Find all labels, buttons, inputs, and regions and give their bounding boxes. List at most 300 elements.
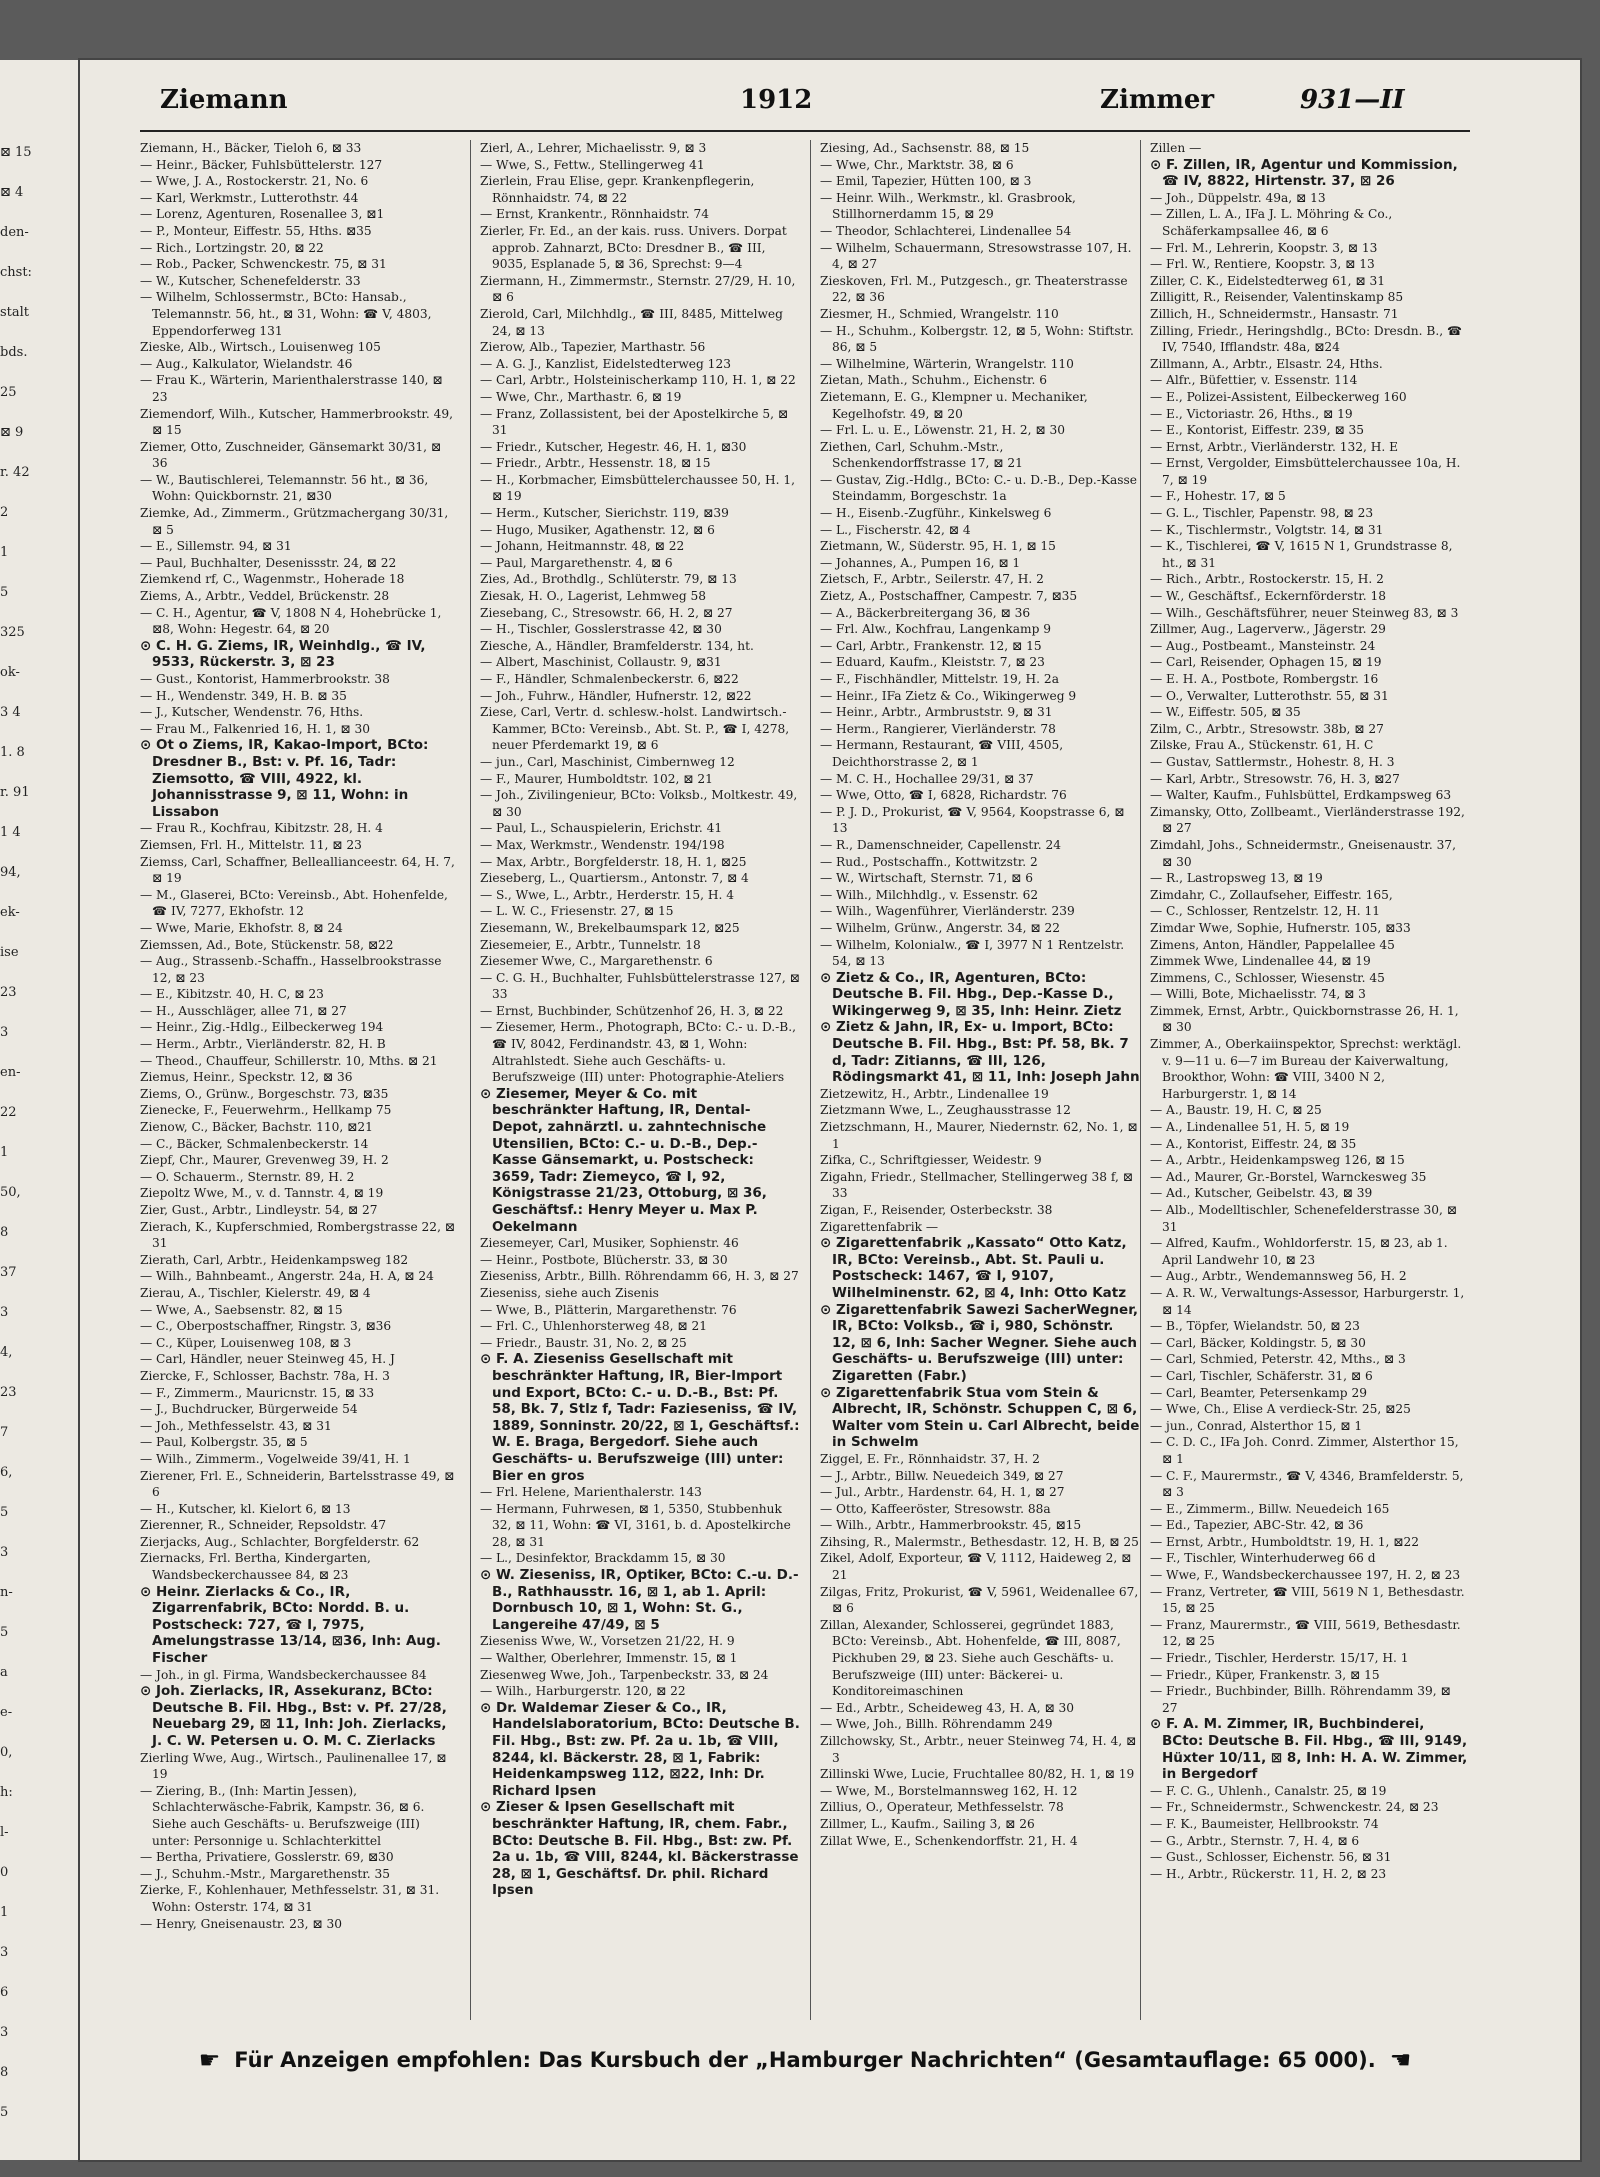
directory-entry: Ziesemeier, E., Arbtr., Tunnelstr. 18 — [480, 937, 701, 952]
directory-entry: — J., Kutscher, Wendenstr. 76, Hths. — [140, 705, 364, 720]
directory-entry: — Carl, Reisender, Ophagen 15, ⊠ 19 — [1150, 655, 1382, 670]
directory-entry: — Rich., Lortzingstr. 20, ⊠ 22 — [140, 240, 324, 255]
directory-entry: — Joh., Düppelstr. 49a, ⊠ 13 — [1150, 190, 1326, 205]
directory-entry: — Walther, Oberlehrer, Immenstr. 15, ⊠ 1 — [480, 1651, 738, 1666]
directory-entry: — Ernst, Arbtr., Vierländerstr. 132, H. E — [1150, 439, 1399, 454]
directory-entry: Zimdahl, Johs., Schneidermstr., Gneisenaustr. 37, ⊠ 30 — [1150, 837, 1456, 869]
directory-entry: Zies, Ad., Brothdlg., Schlüterstr. 79, ⊠ 13 — [480, 572, 737, 587]
directory-entry: — J., Schuhm.-Mstr., Margarethenstr. 35 — [140, 1866, 391, 1881]
directory-entry: Zierlein, Frau Elise, gepr. Krankenpflegerin, Rönnhaidstr. 74, ⊠ 22 — [480, 174, 755, 205]
directory-entry: — J., Buchdrucker, Bürgerweide 54 — [140, 1402, 358, 1417]
directory-entry: — Ziering, B., (Inh: Martin Jessen), Schlachterwäsche-Fabrik, Kampstr. 36, ⊠ 6. Siehe auch Geschäfts- u. Berufszweige (III) unter: Personnige u. Schlachterkittel — [140, 1783, 425, 1848]
directory-entry: ⊙ Zigarettenfabrik Sawezi SacherWegner, IR, BCto: Volksb., ☎ i, 980, Schönstr. 12, ⊠ 6, Inh: Sacher Wegner. Siehe auch Geschäfts- u. Berufszweige (III) unter: Zigaretten (Fabr.) — [820, 1301, 1139, 1384]
directory-entry: Ziemendorf, Wilh., Kutscher, Hammerbrookstr. 49, ⊠ 15 — [140, 406, 454, 438]
directory-entry: — Paul, Buchhalter, Desenissstr. 24, ⊠ 22 — [140, 555, 397, 570]
gutter-fragment: 8 — [0, 2065, 9, 2080]
directory-entry: — A. G. J., Kanzlist, Eidelstedterweg 123 — [480, 356, 731, 371]
directory-entry: ⊙ Zietz & Co., IR, Agenturen, BCto: Deutsche B. Fil. Hbg., Dep.-Kasse D., Wikingerweg 9, ⊠ 35, Inh: Heinr. Zietz — [820, 969, 1122, 1019]
directory-entry: — Aug., Kalkulator, Wielandstr. 46 — [140, 356, 353, 371]
directory-entry: — Wwe, B., Plätterin, Margarethenstr. 76 — [480, 1302, 737, 1317]
directory-entry: Zilm, C., Arbtr., Stresowstr. 38b, ⊠ 27 — [1150, 721, 1384, 736]
gutter-fragment: 1 — [0, 1905, 9, 1920]
directory-entry: — Frau M., Falkenried 16, H. 1, ⊠ 30 — [140, 721, 371, 736]
directory-entry: — P., Monteur, Eiffestr. 55, Hths. ⊠35 — [140, 223, 372, 238]
directory-entry: Zierold, Carl, Milchhdlg., ☎ III, 8485, Mittelweg 24, ⊠ 13 — [480, 306, 783, 338]
directory-entry: Ziesenweg Wwe, Joh., Tarpenbeckstr. 33, ⊠ 24 — [480, 1667, 769, 1682]
directory-entry: — H., Schuhm., Kolbergstr. 12, ⊠ 5, Wohn: Stiftstr. 86, ⊠ 5 — [820, 323, 1134, 355]
directory-entry: — Wwe, F., Wandsbeckerchaussee 197, H. 2, ⊠ 23 — [1150, 1568, 1461, 1583]
directory-entry: — Wilh., Wagenführer, Vierländerstr. 239 — [820, 904, 1075, 919]
directory-entry: Zietemann, E. G., Klempner u. Mechaniker, Kegelhofstr. 49, ⊠ 20 — [820, 389, 1088, 421]
directory-entry: ⊙ Zietz & Jahn, IR, Ex- u. Import, BCto: Deutsche B. Fil. Hbg., Bst: Pf. 58, Bk. 7 d, Tadr: Zitianns, ☎ III, 126, Rödingsmarkt 41, ⊠ 11, Inh: Joseph Jahn — [820, 1019, 1140, 1086]
gutter-fragment: 4, — [0, 1345, 13, 1360]
directory-entry: — E. H. A., Postbote, Rombergstr. 16 — [1150, 672, 1379, 686]
directory-entry: — Otto, Kaffeeröster, Stresowstr. 88a — [820, 1501, 1051, 1516]
directory-entry: Zieseniss Wwe, W., Vorsetzen 21/22, H. 9 — [480, 1634, 735, 1649]
directory-entry: — C. D. C., IFa Joh. Conrd. Zimmer, Alsterthor 15, ⊠ 1 — [1150, 1435, 1459, 1466]
directory-entry: — C., Bäcker, Schmalenbeckerstr. 14 — [140, 1136, 369, 1151]
gutter-fragment: n- — [0, 1585, 13, 1600]
directory-entry: Ziesemer Wwe, C., Margarethenstr. 6 — [480, 954, 713, 969]
directory-entry: Zierau, A., Tischler, Kielerstr. 49, ⊠ 4 — [140, 1285, 371, 1300]
directory-entry: Zigan, F., Reisender, Osterbeckstr. 38 — [820, 1203, 1053, 1217]
directory-entry: Zilgas, Fritz, Prokurist, ☎ V, 5961, Weidenallee 67, ⊠ 6 — [820, 1584, 1139, 1616]
directory-entry: — Alb., Modelltischler, Schenefelderstrasse 30, ⊠ 31 — [1150, 1203, 1457, 1234]
directory-entry: ⊙ Ziesemer, Meyer & Co. mit beschränkter Haftung, IR, Dental-Depot, zahnärztl. u. zahntechnische Utensilien, BCto: C.- u. D.-B., Dep.-Kasse Gänsemarkt, u. Postscheck: 3659, Tadr: Ziemeyco, ☎ I, 92, Königstrasse 21/23, Ottoburg, ⊠ 36, Geschäftsf.: Henry Meyer u. Max P. Oekelmann — [480, 1085, 767, 1235]
left-gutter-fragments — [0, 60, 80, 2160]
directory-entry: — Joh., in gl. Firma, Wandsbeckerchaussee 84 — [140, 1667, 427, 1682]
gutter-fragment: e- — [0, 1705, 13, 1720]
directory-entry: — M., Glaserei, BCto: Vereinsb., Abt. Hohenfelde, ☎ IV, 7277, Ekhofstr. 12 — [140, 887, 448, 919]
directory-entry: — H., Tischler, Gosslerstrasse 42, ⊠ 30 — [480, 622, 722, 637]
directory-entry: Zierke, F., Kohlenhauer, Methfesselstr. 31, ⊠ 31. Wohn: Osterstr. 174, ⊠ 31 — [140, 1883, 440, 1914]
directory-entry: Ziernacks, Frl. Bertha, Kindergarten, Wandsbeckerchaussee 84, ⊠ 23 — [140, 1551, 371, 1583]
directory-entry: — Wwe, Joh., Billh. Röhrendamm 249 — [820, 1717, 1053, 1732]
directory-entry: — W., Bautischlerei, Telemannstr. 56 ht., ⊠ 36, Wohn: Quickbornstr. 21, ⊠30 — [140, 472, 429, 504]
directory-entry: Zietzmann Wwe, L., Zeughausstrasse 12 — [820, 1103, 1071, 1118]
pointing-hand-right-icon: ☛ — [198, 2046, 221, 2074]
directory-entry: Ziesemeyer, Carl, Musiker, Sophienstr. 46 — [480, 1236, 739, 1251]
directory-entry: Zimmek, Ernst, Arbtr., Quickbornstrasse 26, H. 1, ⊠ 30 — [1150, 1003, 1459, 1035]
header-page-number: 931—II — [1300, 85, 1405, 115]
directory-entry: — Albert, Maschinist, Collaustr. 9, ⊠31 — [480, 655, 722, 670]
directory-entry: Zierath, Carl, Arbtr., Heidenkampsweg 182 — [140, 1252, 409, 1267]
header-year: 1912 — [740, 85, 813, 115]
directory-entry: — Ernst, Arbtr., Humboldtstr. 19, H. 1, ⊠22 — [1150, 1534, 1419, 1549]
directory-entry: Ziercke, F., Schlosser, Bachstr. 78a, H. 3 — [140, 1368, 390, 1383]
directory-entry: — Walter, Kaufm., Fuhlsbüttel, Erdkampsweg 63 — [1150, 788, 1452, 803]
directory-entry: — Wilhelm, Schlossermstr., BCto: Hansab., Telemannstr. 56, ht., ⊠ 31, Wohn: ☎ V, 4803, Eppendorferweg 131 — [140, 290, 432, 338]
gutter-fragment: 1 — [0, 1145, 9, 1160]
directory-entry: — Gustav, Zig.-Hdlg., BCto: C.- u. D.-B., Dep.-Kasse Steindamm, Borgeschstr. 1a — [820, 472, 1138, 504]
gutter-fragment: 8 — [0, 1225, 9, 1240]
directory-entry: Zillius, O., Operateur, Methfesselstr. 78 — [820, 1800, 1064, 1815]
directory-entry: Zillinski Wwe, Lucie, Fruchtallee 80/82, H. 1, ⊠ 19 — [820, 1767, 1135, 1782]
directory-entry: — Hermann, Restaurant, ☎ VIII, 4505, Deichthorstrasse 2, ⊠ 1 — [820, 738, 1064, 769]
directory-entry: — E., Kontorist, Eiffestr. 239, ⊠ 35 — [1150, 423, 1365, 438]
column-divider — [470, 140, 471, 2020]
advertisement-footer — [140, 2040, 1470, 2080]
directory-entry: — Max, Arbtr., Borgfelderstr. 18, H. 1, ⊠25 — [480, 854, 747, 869]
directory-entry: — G., Arbtr., Sternstr. 7, H. 4, ⊠ 6 — [1150, 1833, 1360, 1848]
gutter-fragment: 1 — [0, 545, 9, 560]
directory-entry: — Heinr., Bäcker, Fuhlsbüttelerstr. 127 — [140, 157, 383, 172]
gutter-fragment: a — [0, 1665, 8, 1680]
directory-entry: ⊙ Joh. Zierlacks, IR, Assekuranz, BCto: Deutsche B. Fil. Hbg., Bst: v. Pf. 27/28, Neuebarg 29, ⊠ 11, Inh: Joh. Zierlacks, J. C. W. Petersen u. O. M. C. Zierlacks — [140, 1683, 447, 1749]
directory-entry: — Ziesemer, Herm., Photograph, BCto: C.- u. D.-B., ☎ IV, 8042, Ferdinandstr. 43, ⊠ 1, Wohn: Altrahlstedt. Siehe auch Geschäfts- u. Berufszweige (III) unter: Photographie-Ateliers — [480, 1020, 796, 1085]
directory-entry: — C., Schlosser, Rentzelstr. 12, H. 11 — [1150, 904, 1380, 919]
directory-entry: — M. C. H., Hochallee 29/31, ⊠ 37 — [820, 771, 1034, 786]
gutter-fragment: 2 — [0, 505, 9, 520]
directory-entry: — H., Ausschläger, allee 71, ⊠ 27 — [140, 1003, 347, 1018]
header-rule — [140, 130, 1470, 132]
directory-entry: — Theodor, Schlachterei, Lindenallee 54 — [820, 223, 1072, 238]
directory-entry: — J., Arbtr., Billw. Neuedeich 349, ⊠ 27 — [820, 1468, 1064, 1483]
directory-entry: — Herm., Kutscher, Sierichstr. 119, ⊠39 — [480, 506, 729, 521]
directory-entry: Ziemsen, Frl. H., Mittelstr. 11, ⊠ 23 — [140, 837, 362, 852]
directory-entry: — Ad., Maurer, Gr.-Borstel, Warnckesweg 35 — [1150, 1169, 1427, 1184]
directory-entry: — W., Geschäftsf., Eckernförderstr. 18 — [1150, 589, 1386, 604]
directory-entry: — G. L., Tischler, Papenstr. 98, ⊠ 23 — [1150, 506, 1374, 521]
directory-entry: — Wilh., Arbtr., Hammerbrookstr. 45, ⊠15 — [820, 1518, 1082, 1533]
directory-entry: — W., Wirtschaft, Sternstr. 71, ⊠ 6 — [820, 871, 1033, 886]
gutter-fragment: 0 — [0, 1865, 9, 1880]
directory-entry: Ziese, Carl, Vertr. d. schlesw.-holst. Landwirtsch.-Kammer, BCto: Vereinsb., Abt. St. P., ☎ I, 4278, neuer Pferdemarkt 19, ⊠ 6 — [480, 705, 790, 753]
directory-entry: — Aug., Arbtr., Wendemannsweg 56, H. 2 — [1150, 1269, 1407, 1284]
directory-entry: — Ed., Tapezier, ABC-Str. 42, ⊠ 36 — [1150, 1518, 1364, 1533]
directory-entry: — W., Eiffestr. 505, ⊠ 35 — [1150, 705, 1301, 720]
gutter-fragment: l- — [0, 1825, 9, 1840]
directory-entry: ⊙ Ot o Ziems, IR, Kakao-Import, BCto: Dresdner B., Bst: v. Pf. 16, Tadr: Ziemsotto, ☎ VIII, 4922, kl. Johannisstrasse 9, ⊠ 11, Wohn: in Lissabon — [140, 737, 429, 820]
directory-entry: Zihsing, R., Malermstr., Bethesdastr. 12, H. B, ⊠ 25 — [820, 1534, 1139, 1549]
directory-entry: — Wilhelm, Kolonialw., ☎ I, 3977 N 1 Rentzelstr. 54, ⊠ 13 — [820, 937, 1125, 969]
gutter-fragment: 5 — [0, 2105, 9, 2120]
directory-entry: — Ernst, Krankentr., Rönnhaidstr. 74 — [480, 207, 709, 222]
directory-entry: — Hugo, Musiker, Agathenstr. 12, ⊠ 6 — [480, 522, 715, 537]
directory-entry: — Carl, Arbtr., Frankenstr. 12, ⊠ 15 — [820, 638, 1042, 653]
directory-entry: Zillmer, Aug., Lagerverw., Jägerstr. 29 — [1150, 622, 1386, 637]
gutter-fragment: 3 — [0, 1025, 9, 1040]
directory-entry: — Johann, Heitmannstr. 48, ⊠ 22 — [480, 539, 685, 554]
directory-entry: — E., Sillemstr. 94, ⊠ 31 — [140, 539, 292, 554]
directory-entry: — Theod., Chauffeur, Schillerstr. 10, Mths. ⊠ 21 — [140, 1053, 438, 1068]
directory-entry: — Gust., Schlosser, Eichenstr. 56, ⊠ 31 — [1150, 1850, 1392, 1865]
directory-entry: Zienecke, F., Feuerwehrm., Hellkamp 75 — [140, 1103, 392, 1118]
gutter-fragment: h: — [0, 1785, 13, 1800]
directory-entry: Ziemus, Heinr., Speckstr. 12, ⊠ 36 — [140, 1070, 353, 1085]
gutter-fragment: chst: — [0, 265, 32, 280]
gutter-fragment: 23 — [0, 1385, 17, 1400]
directory-entry: — Frl. M., Lehrerin, Koopstr. 3, ⊠ 13 — [1150, 240, 1378, 255]
directory-entry: — P. J. D., Prokurist, ☎ V, 9564, Koopstrasse 6, ⊠ 13 — [820, 804, 1125, 836]
directory-entry: — Carl, Tischler, Schäferstr. 31, ⊠ 6 — [1150, 1368, 1373, 1383]
directory-entry: Ziemer, Otto, Zuschneider, Gänsemarkt 30/31, ⊠ 36 — [140, 439, 442, 471]
directory-entry: Zillan, Alexander, Schlosserei, gegründet 1883, BCto: Vereinsb., Abt. Hohenfelde, ☎ III, 8087, Pickhuben 29, ⊠ 23. Siehe auch Geschäfts- u. Berufszweige (III) unter: Bäckerei- u. Konditoreimaschinen — [820, 1617, 1121, 1699]
header-first-name: Ziemann — [160, 85, 288, 115]
directory-entry: — F. K., Baumeister, Hellbrookstr. 74 — [1150, 1816, 1379, 1831]
directory-entry: — Zillen, L. A., IFa J. L. Möhring & Co., Schäferkampsallee 46, ⊠ 6 — [1150, 207, 1393, 238]
directory-entry: Zieskoven, Frl. M., Putzgesch., gr. Theaterstrasse 22, ⊠ 36 — [820, 273, 1128, 305]
directory-entry: — S., Wwe, L., Arbtr., Herderstr. 15, H. 4 — [480, 887, 734, 902]
gutter-fragment: 37 — [0, 1265, 17, 1280]
gutter-fragment: stalt — [0, 305, 30, 320]
directory-entry: Zierl, A., Lehrer, Michaelisstr. 9, ⊠ 3 — [480, 141, 707, 155]
directory-entry: Ziermann, H., Zimmermstr., Sternstr. 27/29, H. 10, ⊠ 6 — [480, 273, 796, 305]
directory-entry: ⊙ F. A. M. Zimmer, IR, Buchbinderei, BCto: Deutsche B. Fil. Hbg., ☎ III, 9149, Hüxter 10/11, ⊠ 8, Inh: H. A. W. Zimmer, in Bergedorf — [1150, 1716, 1468, 1783]
directory-entry: — Frau K., Wärterin, Marienthalerstrasse 140, ⊠ 23 — [140, 373, 443, 404]
directory-entry: — Heinr. Wilh., Werkmstr., kl. Grasbrook, Stillhornerdamm 15, ⊠ 29 — [820, 190, 1076, 222]
directory-entry: — H., Korbmacher, Eimsbüttelerchaussee 50, H. 1, ⊠ 19 — [480, 472, 796, 504]
directory-entry: Zierach, K., Kupferschmied, Rombergstrasse 22, ⊠ 31 — [140, 1219, 456, 1251]
directory-entry: — Karl, Werkmstr., Lutterothstr. 44 — [140, 190, 359, 205]
directory-entry: — F. C. G., Uhlenh., Canalstr. 25, ⊠ 19 — [1150, 1783, 1387, 1798]
directory-entry: — L. W. C., Friesenstr. 27, ⊠ 15 — [480, 904, 674, 919]
gutter-fragment: ek- — [0, 905, 20, 920]
directory-entry: — Wwe, Otto, ☎ I, 6828, Richardstr. 76 — [820, 788, 1067, 803]
directory-entry: — H., Kutscher, kl. Kielort 6, ⊠ 13 — [140, 1501, 351, 1516]
directory-entry: — L., Fischerstr. 42, ⊠ 4 — [820, 522, 971, 537]
gutter-fragment: 5 — [0, 585, 9, 600]
directory-entry: Zimdahr, C., Zollaufseher, Eiffestr. 165, — [1150, 887, 1393, 902]
directory-entry: — Wwe, A., Saebsenstr. 82, ⊠ 15 — [140, 1302, 343, 1317]
gutter-fragment: ise — [0, 945, 19, 960]
directory-entry: — F., Hohestr. 17, ⊠ 5 — [1150, 489, 1286, 504]
pointing-hand-left-icon: ☚ — [1389, 2046, 1412, 2074]
directory-entry: — Friedr., Tischler, Herderstr. 15/17, H. 1 — [1150, 1651, 1409, 1666]
directory-entry: Ziggel, E. Fr., Rönnhaidstr. 37, H. 2 — [820, 1451, 1040, 1466]
directory-entry: Zierener, Frl. E., Schneiderin, Bartelsstrasse 49, ⊠ 6 — [140, 1468, 455, 1500]
directory-entry: Ziethen, Carl, Schuhm.-Mstr., Schenkendorffstrasse 17, ⊠ 21 — [820, 439, 1023, 471]
directory-entry: — Wwe, S., Fettw., Stellingerweg 41 — [480, 157, 705, 172]
gutter-fragment: 5 — [0, 1505, 9, 1520]
gutter-fragment: 94, — [0, 865, 21, 880]
gutter-fragment: 50, — [0, 1185, 21, 1200]
directory-entry: — Carl, Beamter, Petersenkamp 29 — [1150, 1385, 1367, 1400]
directory-entry: — Wilh., Milchhdlg., v. Essenstr. 62 — [820, 887, 1039, 902]
directory-entry: — Franz, Vertreter, ☎ VIII, 5619 N 1, Bethesdastr. 15, ⊠ 25 — [1150, 1584, 1465, 1616]
gutter-fragment: 7 — [0, 1425, 9, 1440]
gutter-fragment: ok- — [0, 665, 20, 680]
directory-entry: — Emil, Tapezier, Hütten 100, ⊠ 3 — [820, 174, 1032, 189]
header-last-name: Zimmer — [1100, 85, 1215, 115]
directory-entry: — K., Tischlerei, ☎ V, 1615 N 1, Grundstrasse 8, ht., ⊠ 31 — [1150, 539, 1453, 570]
directory-entry: — C. G. H., Buchhalter, Fuhlsbüttelerstrasse 127, ⊠ 33 — [480, 970, 800, 1002]
directory-entry: — Friedr., Küper, Frankenstr. 3, ⊠ 15 — [1150, 1667, 1380, 1682]
directory-entry: — Hermann, Fuhrwesen, ⊠ 1, 5350, Stubbenhuk 32, ⊠ 11, Wohn: ☎ VI, 3161, b. d. Apostelkirche 28, ⊠ 31 — [480, 1501, 791, 1549]
directory-entry: — Fr., Schneidermstr., Schwenckestr. 24, ⊠ 23 — [1150, 1800, 1439, 1815]
directory-entry: Zilligitt, R., Reisender, Valentinskamp 85 — [1150, 290, 1404, 305]
directory-entry: Zieseberg, L., Quartiersm., Antonstr. 7, ⊠ 4 — [480, 871, 749, 886]
directory-entry: — Carl, Schmied, Peterstr. 42, Mths., ⊠ 3 — [1150, 1352, 1406, 1367]
gutter-fragment: r. 91 — [0, 785, 30, 800]
directory-entry: Zierenner, R., Schneider, Repsoldstr. 47 — [140, 1518, 387, 1533]
directory-entry: — W., Kutscher, Schenefelderstr. 33 — [140, 273, 361, 288]
directory-entry: — Eduard, Kaufm., Kleiststr. 7, ⊠ 23 — [820, 655, 1045, 670]
directory-entry: — Frl. Helene, Marienthalerstr. 143 — [480, 1485, 702, 1500]
gutter-fragment: 6 — [0, 1985, 9, 2000]
directory-entry: — Wwe, Chr., Marthastr. 6, ⊠ 19 — [480, 389, 682, 404]
gutter-fragment: 1 4 — [0, 825, 21, 840]
directory-entry: Zikel, Adolf, Exporteur, ☎ V, 1112, Haideweg 2, ⊠ 21 — [820, 1551, 1132, 1583]
directory-entry: — Herm., Rangierer, Vierländerstr. 78 — [820, 721, 1056, 736]
gutter-fragment: 3 — [0, 1545, 9, 1560]
gutter-fragment: 0, — [0, 1745, 13, 1760]
directory-entry: Zierler, Fr. Ed., an der kais. russ. Univers. Dorpat approb. Zahnarzt, BCto: Dresdner B., ☎ III, 9035, Esplanade 5, ⊠ 36, Sprechst: 9—4 — [480, 223, 787, 272]
directory-entry: Zillich, H., Schneidermstr., Hansastr. 71 — [1150, 306, 1399, 321]
directory-entry: — Paul, Kolbergstr. 35, ⊠ 5 — [140, 1435, 308, 1450]
directory-entry: — E., Victoriastr. 26, Hths., ⊠ 19 — [1150, 406, 1353, 421]
directory-entry: — Wilh., Zimmerm., Vogelweide 39/41, H. 1 — [140, 1451, 411, 1466]
directory-entry: — Wwe, J. A., Rostockerstr. 21, No. 6 — [140, 174, 369, 189]
directory-entry: — A., Bäckerbreitergang 36, ⊠ 36 — [820, 605, 1031, 620]
directory-entry: Zietzewitz, H., Arbtr., Lindenallee 19 — [820, 1086, 1049, 1101]
directory-entry: — Willi, Bote, Michaelisstr. 74, ⊠ 3 — [1150, 987, 1366, 1002]
directory-entry: — jun., Carl, Maschinist, Cimbernweg 12 — [480, 754, 735, 769]
directory-entry: Zier, Gust., Arbtr., Lindleystr. 54, ⊠ 27 — [140, 1203, 378, 1217]
directory-entry: Zimmek Wwe, Lindenallee 44, ⊠ 19 — [1150, 954, 1371, 969]
directory-entry: — Ernst, Vergolder, Eimsbüttelerchaussee 10a, H. 7, ⊠ 19 — [1150, 456, 1461, 487]
directory-entry: — Wwe, Marie, Ekhofstr. 8, ⊠ 24 — [140, 920, 343, 935]
directory-entry: — K., Tischlermstr., Volgtstr. 14, ⊠ 31 — [1150, 522, 1384, 537]
directory-entry: Zillchowsky, St., Arbtr., neuer Steinweg 74, H. 4, ⊠ 3 — [820, 1734, 1137, 1765]
directory-entry: ⊙ Zigarettenfabrik „Kassato“ Otto Katz, IR, BCto: Vereinsb., Abt. St. Pauli u. Postscheck: 1467, ☎ I, 9107, Wilhelminenstr. 62, ⊠ 4, Inh: Otto Katz — [820, 1235, 1127, 1301]
directory-entry: — E., Zimmerm., Billw. Neuedeich 165 — [1150, 1501, 1390, 1516]
directory-entry: — B., Töpfer, Wielandstr. 50, ⊠ 23 — [1150, 1319, 1360, 1334]
directory-entry: — Herm., Arbtr., Vierländerstr. 82, H. B — [140, 1037, 386, 1052]
directory-entry: — Alfred, Kaufm., Wohldorferstr. 15, ⊠ 23, ab 1. April Landwehr 10, ⊠ 23 — [1150, 1236, 1448, 1267]
directory-entry: Ziemann, H., Bäcker, Tieloh 6, ⊠ 33 — [140, 141, 362, 155]
directory-entry: Zifka, C., Schriftgiesser, Weidestr. 9 — [820, 1153, 1042, 1168]
directory-entry: ⊙ Heinr. Zierlacks & Co., IR, Zigarrenfabrik, BCto: Nordd. B. u. Postscheck: 727, ☎ I, 7975, Amelungstrasse 13/14, ⊠36, Inh: Aug. Fischer — [140, 1583, 441, 1667]
directory-entry: Ziesing, Ad., Sachsenstr. 88, ⊠ 15 — [820, 141, 1030, 155]
directory-entry: — Friedr., Buchbinder, Billh. Röhrendamm 39, ⊠ 27 — [1150, 1684, 1451, 1715]
directory-entry: — H., Wendenstr. 349, H. B. ⊠ 35 — [140, 688, 347, 703]
directory-entry: — Alfr., Büfettier, v. Essenstr. 114 — [1150, 373, 1358, 388]
directory-entry: — Frl. Alw., Kochfrau, Langenkamp 9 — [820, 622, 1051, 637]
directory-entry: — Heinr., Arbtr., Armbruststr. 9, ⊠ 31 — [820, 705, 1053, 720]
gutter-fragment: 25 — [0, 385, 17, 400]
gutter-fragment: 1. 8 — [0, 745, 25, 760]
directory-entry: — Frl. L. u. E., Löwenstr. 21, H. 2, ⊠ 30 — [820, 423, 1065, 438]
directory-entry: — F., Maurer, Humboldtstr. 102, ⊠ 21 — [480, 771, 713, 786]
directory-entry: — O. Schauerm., Sternstr. 89, H. 2 — [140, 1169, 355, 1184]
directory-entry: Ziems, O., Grünw., Borgeschstr. 73, ⊠35 — [140, 1086, 389, 1101]
directory-entry: — C., Küper, Louisenweg 108, ⊠ 3 — [140, 1335, 352, 1350]
directory-entry: — Rud., Postschaffn., Kottwitzstr. 2 — [820, 854, 1038, 869]
directory-entry: ⊙ Zigarettenfabrik Stua vom Stein & Albrecht, IR, Schönstr. Schuppen C, ⊠ 6, Walter vom Stein u. Carl Albrecht, beide in Schwelm — [820, 1384, 1140, 1451]
directory-entry: — jun., Conrad, Alsterthor 15, ⊠ 1 — [1150, 1418, 1363, 1433]
directory-entry: — Lorenz, Agenturen, Rosenallee 3, ⊠1 — [140, 207, 385, 222]
gutter-fragment: bds. — [0, 345, 28, 360]
directory-entry: — F., Zimmerm., Mauricnstr. 15, ⊠ 33 — [140, 1385, 375, 1400]
directory-entry: — E., Polizei-Assistent, Eilbeckerweg 160 — [1150, 389, 1407, 404]
directory-entry: Zigahn, Friedr., Stellmacher, Stellingerweg 38 f, ⊠ 33 — [820, 1169, 1133, 1201]
directory-entry: Ziesak, H. O., Lagerist, Lehmweg 58 — [480, 589, 707, 604]
directory-entry: Ziesebang, C., Stresowstr. 66, H. 2, ⊠ 27 — [480, 605, 733, 620]
directory-entry: — Gust., Kontorist, Hammerbrookstr. 38 — [140, 672, 390, 686]
directory-entry: — Joh., Fuhrw., Händler, Hufnerstr. 12, ⊠22 — [480, 688, 752, 703]
directory-entry: — L., Desinfektor, Brackdamm 15, ⊠ 30 — [480, 1551, 726, 1566]
directory-entry: — Carl, Arbtr., Holsteinischerkamp 110, H. 1, ⊠ 22 — [480, 373, 796, 388]
directory-entry: — Paul, L., Schauspielerin, Erichstr. 41 — [480, 821, 723, 836]
directory-entry: Ziemss, Carl, Schaffner, Belleallianceestr. 64, H. 7, ⊠ 19 — [140, 854, 455, 886]
directory-entry: Ziepoltz Wwe, M., v. d. Tannstr. 4, ⊠ 19 — [140, 1186, 384, 1201]
directory-entry: Zieske, Alb., Wirtsch., Louisenweg 105 — [140, 340, 381, 355]
directory-entry: — Friedr., Arbtr., Hessenstr. 18, ⊠ 15 — [480, 456, 711, 471]
directory-entry: Zietmann, W., Süderstr. 95, H. 1, ⊠ 15 — [820, 539, 1056, 554]
directory-entry: Zigarettenfabrik — — [820, 1219, 939, 1234]
directory-entry: Zimansky, Otto, Zollbeamt., Vierländerstrasse 192, ⊠ 27 — [1150, 804, 1465, 836]
directory-entry: — A., Lindenallee 51, H. 5, ⊠ 19 — [1150, 1120, 1350, 1135]
directory-entry: Ziepf, Chr., Maurer, Grevenweg 39, H. 2 — [140, 1153, 389, 1168]
column-1 — [140, 140, 460, 2020]
directory-entry: — Max, Werkmstr., Wendenstr. 194/198 — [480, 837, 725, 852]
directory-entry: — O., Verwalter, Lutterothstr. 55, ⊠ 31 — [1150, 688, 1389, 703]
directory-entry: Zietsch, F., Arbtr., Seilerstr. 47, H. 2 — [820, 572, 1044, 587]
gutter-fragment: 3 — [0, 1945, 9, 1960]
directory-entry: Zimmer, A., Oberkaiinspektor, Sprechst: werktägl. v. 9—11 u. 6—7 im Bureau der Kaiverwaltung, Brookthor, Wohn: ☎ VIII, 3400 N 2, Harburgerstr. 1, ⊠ 14 — [1150, 1037, 1462, 1101]
directory-entry: Zieseniss, Arbtr., Billh. Röhrendamm 66, H. 3, ⊠ 27 — [480, 1269, 799, 1284]
directory-entry: — F., Fischhändler, Mittelstr. 19, H. 2a — [820, 672, 1059, 686]
directory-entry: Zietz, A., Postschaffner, Campestr. 7, ⊠35 — [820, 589, 1078, 604]
directory-entry: Ziems, A., Arbtr., Veddel, Brückenstr. 28 — [140, 589, 390, 604]
directory-entry: — A., Kontorist, Eiffestr. 24, ⊠ 35 — [1150, 1136, 1357, 1151]
directory-entry: — Aug., Strassenb.-Schaffn., Hasselbrookstrasse 12, ⊠ 23 — [140, 954, 442, 985]
directory-entry: — Wilhelm, Grünw., Angerstr. 34, ⊠ 22 — [820, 920, 1061, 935]
directory-entry: — Joh., Methfesselstr. 43, ⊠ 31 — [140, 1418, 332, 1433]
directory-entry: Zillat Wwe, E., Schenkendorffstr. 21, H. 4 — [820, 1833, 1078, 1848]
directory-entry: — Frl. W., Rentiere, Koopstr. 3, ⊠ 13 — [1150, 257, 1375, 272]
directory-entry: — Wwe, Ch., Elise A verdieck-Str. 25, ⊠25 — [1150, 1402, 1411, 1417]
gutter-fragment: 325 — [0, 625, 25, 640]
directory-entry: Zierjacks, Aug., Schlachter, Borgfelderstr. 62 — [140, 1534, 420, 1549]
directory-entry: — Rob., Packer, Schwenckestr. 75, ⊠ 31 — [140, 257, 387, 272]
directory-entry: — Ed., Arbtr., Scheideweg 43, H. A, ⊠ 30 — [820, 1700, 1075, 1715]
directory-entry: — Franz, Maurermstr., ☎ VIII, 5619, Bethesdastr. 12, ⊠ 25 — [1150, 1617, 1461, 1649]
gutter-fragment: 5 — [0, 1625, 9, 1640]
column-divider — [810, 140, 811, 2020]
directory-entry: — Johannes, A., Pumpen 16, ⊠ 1 — [820, 555, 1021, 570]
directory-entry: ⊙ F. Zillen, IR, Agentur und Kommission, ☎ IV, 8822, Hirtenstr. 37, ⊠ 26 — [1150, 156, 1458, 190]
gutter-fragment: ⊠ 15 — [0, 145, 32, 160]
directory-entry: — Heinr., IFa Zietz & Co., Wikingerweg 9 — [820, 688, 1077, 703]
directory-entry: — Gustav, Sattlermstr., Hohestr. 8, H. 3 — [1150, 754, 1395, 769]
directory-entry: Zillen — — [1150, 141, 1202, 155]
directory-entry: Zieseniss, siehe auch Zisenis — [480, 1285, 659, 1300]
directory-entry: Zierling Wwe, Aug., Wirtsch., Paulinenallee 17, ⊠ 19 — [140, 1750, 447, 1782]
gutter-fragment: ⊠ 9 — [0, 425, 24, 440]
directory-entry: ⊙ Dr. Waldemar Zieser & Co., IR, Handelslaboratorium, BCto: Deutsche B. Fil. Hbg., Bst: zw. Pf. 2a u. 1b, ☎ VIII, 8244, kl. Bäckerstr. 28, ⊠ 1, Fabrik: Heidenkampsweg 112, ⊠22, Inh: Dr. Richard Ipsen — [480, 1699, 800, 1799]
gutter-fragment: r. 42 — [0, 465, 30, 480]
directory-entry: — Friedr., Baustr. 31, No. 2, ⊠ 25 — [480, 1335, 687, 1350]
gutter-fragment: 3 — [0, 1305, 9, 1320]
directory-entry: — Bertha, Privatiere, Gosslerstr. 69, ⊠30 — [140, 1850, 394, 1865]
directory-entry: — Carl, Bäcker, Koldingstr. 5, ⊠ 30 — [1150, 1335, 1366, 1350]
directory-entry: — Franz, Zollassistent, bei der Apostelkirche 5, ⊠ 31 — [480, 406, 789, 438]
gutter-fragment: 6, — [0, 1465, 13, 1480]
directory-entry: — Wilhelmine, Wärterin, Wrangelstr. 110 — [820, 356, 1074, 371]
running-header — [90, 85, 1470, 125]
gutter-fragment: en- — [0, 1065, 21, 1080]
directory-entry: — Ernst, Buchbinder, Schützenhof 26, H. 3, ⊠ 22 — [480, 1003, 784, 1018]
directory-entry: — Wilh., Harburgerstr. 120, ⊠ 22 — [480, 1684, 686, 1699]
directory-entry: — Heinr., Postbote, Blücherstr. 33, ⊠ 30 — [480, 1252, 728, 1267]
directory-entry: Zillmann, A., Arbtr., Elsastr. 24, Hths. — [1150, 356, 1383, 371]
directory-entry: — C. F., Maurermstr., ☎ V, 4346, Bramfelderstr. 5, ⊠ 3 — [1150, 1468, 1464, 1500]
gutter-fragment: 3 4 — [0, 705, 21, 720]
directory-entry: — E., Kibitzstr. 40, H. C, ⊠ 23 — [140, 987, 324, 1002]
directory-entry: — R., Lastropsweg 13, ⊠ 19 — [1150, 871, 1323, 886]
